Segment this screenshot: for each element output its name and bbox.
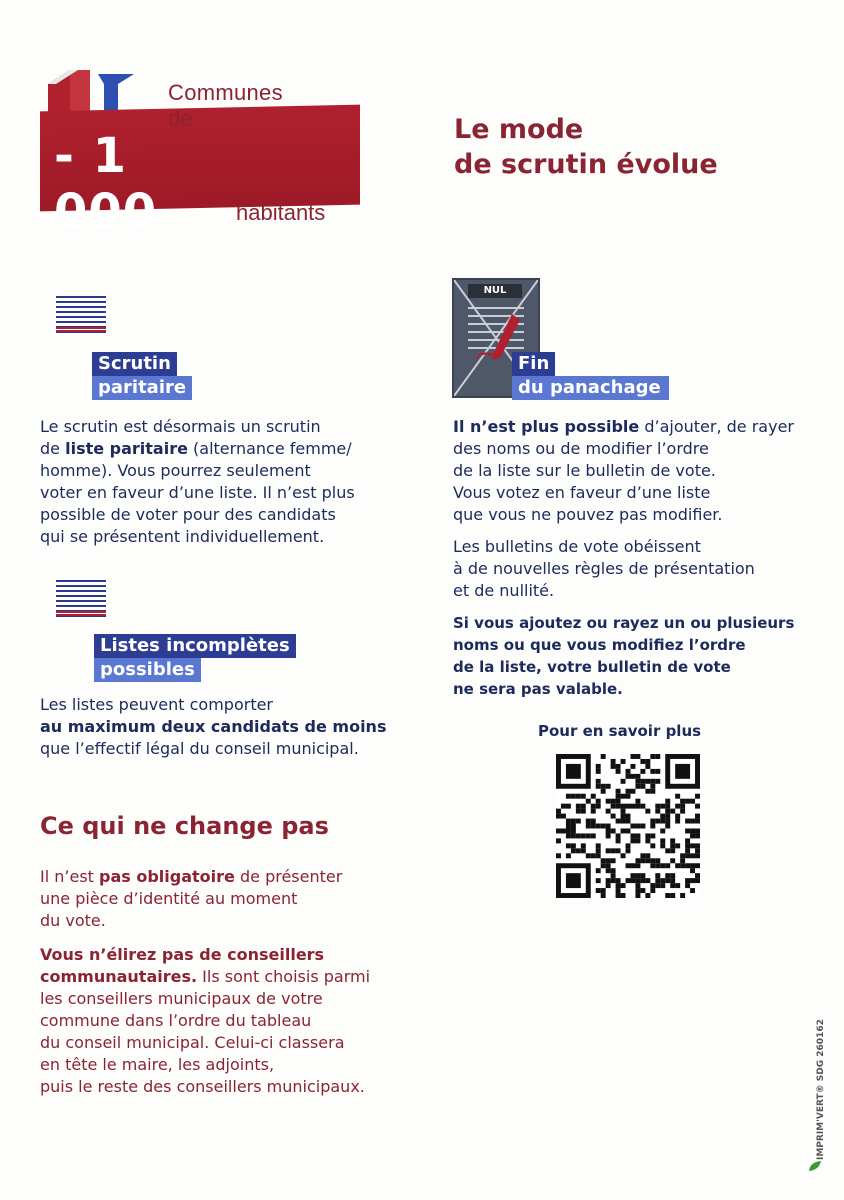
ballot-nul-icon: NUL — [452, 278, 540, 398]
section-title-ne-change-pas: Ce qui ne change pas — [40, 812, 329, 840]
tag-listes-incompletes: Listes incomplètes possibles — [94, 634, 296, 682]
tag-fin-panachage: Fin du panachage — [512, 352, 669, 400]
ne-change-text-1: Il n’est pas obligatoire de présenter une pièce d’identité au moment du vote. — [40, 867, 343, 930]
communes-de-label: Communes de — [168, 80, 283, 131]
panachage-text-2: Les bulletins de vote obéissent à de nouvelles règles de présentation et de nullité. — [453, 537, 755, 600]
habitants-label: habitants — [236, 200, 326, 225]
sdg-code: SDG 260162 — [816, 1019, 826, 1082]
leaf-icon — [808, 1160, 822, 1172]
population-value: - 1 000 — [54, 128, 158, 240]
incompletes-text: Les listes peuvent comporter au maximum deux candidats de moins que l’effectif légal du conseil municipal. — [40, 695, 387, 758]
panachage-warning: Si vous ajoutez ou rayez un ou plusieurs noms ou que vous modifiez l’ordre de la liste, votre bulletin de vote ne sera pas valable. — [453, 614, 795, 698]
qr-code-icon[interactable] — [556, 754, 700, 898]
flag-stripes-icon — [56, 296, 106, 336]
imprint-mark — [806, 1020, 830, 1170]
more-info-label: Pour en savoir plus — [538, 722, 702, 740]
tag-scrutin-paritaire: Scrutin paritaire — [92, 352, 192, 400]
panachage-text-1: Il n’est plus possible d’ajouter, de rayer des noms ou de modifier l’ordre de la liste sur le bulletin de vote. Vous votez en faveur d’une liste que vous ne pouvez pas modifier. — [453, 417, 794, 524]
ne-change-text-2: Vous n’élirez pas de conseillers communautaires. Ils sont choisis parmi les conseillers municipaux de votre commune dans l’ordre du tableau du conseil municipal. Celui-ci classera en tête le maire, les adjoints, puis le reste des conseillers municipaux. — [40, 945, 371, 1096]
page-title: Le mode de scrutin évolue — [454, 114, 718, 180]
paritaire-text: Le scrutin est désormais un scrutin de liste paritaire (alternance femme/ homme). Vous pourrez seulement voter en faveur d’une liste. Il n’est plus possible de voter pour des candidats qui se présentent individuellement. — [40, 417, 355, 546]
imprim-vert-label: IMPRIM'VERT® — [816, 1084, 826, 1160]
flag-stripes-icon — [56, 580, 106, 620]
